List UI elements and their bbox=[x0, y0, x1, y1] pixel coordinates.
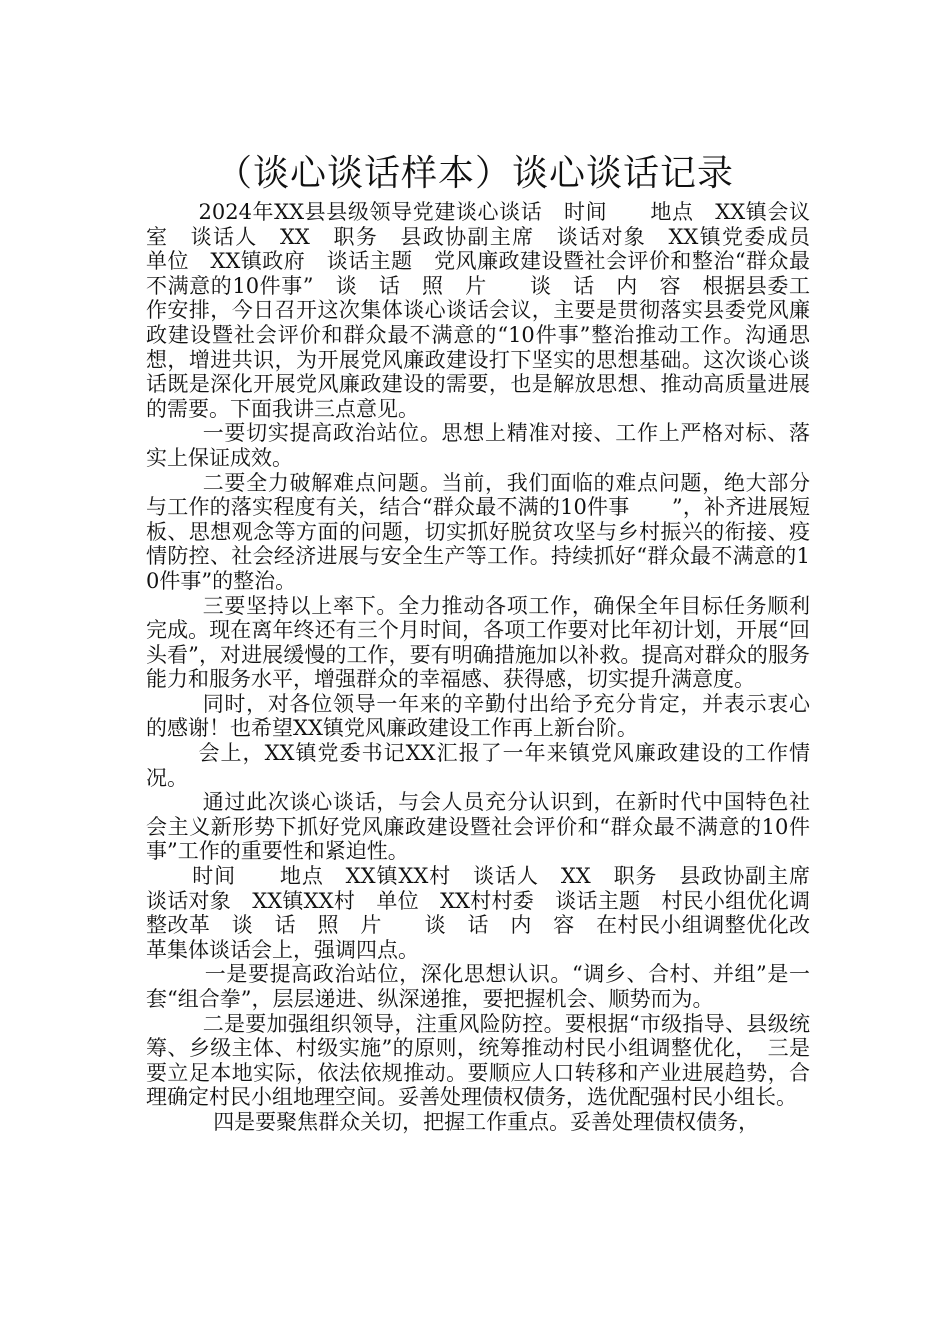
paragraph-thanks: 同时，对各位领导一年来的辛勤付出给予充分肯定，并表示衷心的感谢！也希望XX镇党风廉政建设工作再上新台阶。 bbox=[146, 691, 810, 741]
paragraph-understanding: 通过此次谈心谈话，与会人员充分认识到，在新时代中国特色社会主义新形势下抓好党风廉政建设暨社会评价和“群众最不满意的10件事”工作的重要性和紧迫性。 bbox=[146, 790, 810, 864]
document-body bbox=[146, 200, 831, 1135]
paragraph-point-one: 一要切实提高政治站位。思想上精准对接、工作上严格对标、落实上保证成效。 bbox=[146, 421, 810, 470]
paragraph-point-two: 二要全力破解难点问题。当前，我们面临的难点问题，绝大部分与工作的落实程度有关，结合“群众最不满的10件事 ”，补齐进展短板、思想观念等方面的问题，切实抓好脱贫攻坚与乡村振兴的衔接、疫情防控、社会经济进展与安全生产等工作。持续抓好“群众最不满意的10件事”的整治。 bbox=[146, 470, 810, 593]
paragraph-point-three: 三要坚持以上率下。全力推动各项工作，确保全年目标任务顺利完成。现在离年终还有三个月时间，各项工作要对比年初计划，开展“回头看”，对进展缓慢的工作，要有明确措施加以补救。提高对群众的服务能力和服务水平，增强群众的幸福感、获得感，切实提升满意度。 bbox=[146, 593, 810, 692]
paragraph-report: 会上，XX镇党委书记XX汇报了一年来镇党风廉政建设的工作情况。 bbox=[146, 741, 810, 790]
paragraph-item-one: 一是要提高政治站位，深化思想认识。“调乡、合村、并组”是一套“组合拳”，层层递进、纵深递推，要把握机会、顺势而为。 bbox=[146, 962, 810, 1011]
paragraph-item-four: 四是要聚焦群众关切，把握工作重点。妥善处理债权债务， bbox=[213, 1109, 760, 1134]
paragraph-meeting-record: 2024年XX县县级领导党建谈心谈话 时间 地点 XX镇会议室 谈话人 XX 职务 县政协副主席 谈话对象 XX镇党委成员 单位 XX镇政府 谈话主题 党风廉政建设暨社会评价和整治“群众最不满意的10件事” 谈 话 照 片 谈 话 内 容 根据县委工作安排，今日召开这次集体谈心谈话会议，主要是贯彻落实县委党风廉政建设暨社会评价和群众最不满意的“10件事”整治推动工作。沟通思想，增进共识，为开展党风廉政建设打下坚实的思想基础。这次谈心谈话既是深化开展党风廉政建设的需要，也是解放思想、推动高质量进展的需要。下面我讲三点意见。 bbox=[146, 200, 831, 421]
paragraph-second-meeting-record: 时间 地点 XX镇XX村 谈话人 XX 职务 县政协副主席 谈话对象 XX镇XX村 单位 XX村村委 谈话主题 村民小组优化调整改革 谈 话 照 片 谈 话 内 容 在村民小组调整优化改革集体谈话会上，强调四点。 bbox=[146, 864, 831, 962]
paragraph-item-two-three: 二是要加强组织领导，注重风险防控。要根据“市级指导、县级统筹、乡级主体、村级实施”的原则，统筹推动村民小组调整优化， 三是要立足本地实际，依法依规推动。要顺应人口转移和产业进展趋势，合理确定村民小组地理空间。妥善处理债权债务，选优配强村民小组长。 bbox=[146, 1011, 810, 1110]
document-title: （谈心谈话样本）谈心谈话记录 bbox=[215, 153, 734, 195]
